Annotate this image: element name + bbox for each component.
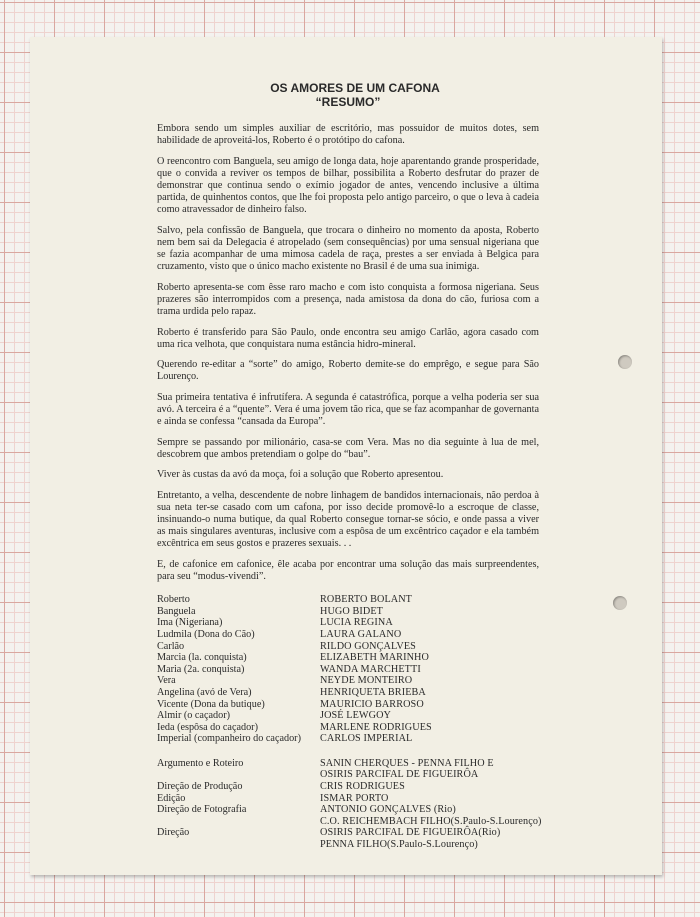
document-content: [157, 81, 542, 851]
crew-row: [157, 804, 539, 816]
cast-actor: MAURICIO BARROSO: [320, 698, 424, 710]
cast-row: [157, 710, 539, 722]
summary-paragraph: Roberto apresenta-se com êsse raro macho e com isto conquista a formosa nigeriana. Seus prazeres são interrompidos com a presença, nada amistosa da dona do cão, furiosa com a trama urdida pelo rapaz.: [157, 281, 539, 318]
cast-role: Almir (o caçador): [157, 710, 230, 722]
document-title: OS AMORES DE UM CAFONA: [270, 81, 440, 95]
crew-role: Direção de Produção: [157, 781, 243, 793]
crew-row: [157, 839, 539, 851]
crew-name: ISMAR PORTO: [320, 792, 389, 804]
crew-row: [157, 769, 539, 781]
cast-actor: JOSÉ LEWGOY: [320, 710, 391, 722]
crew-row: [157, 815, 542, 828]
cast-row: [157, 699, 539, 711]
cast-actor: MARLENE RODRIGUES: [320, 721, 432, 733]
cast-role: Ludmila (Dona do Cão): [157, 628, 255, 640]
crew-role: Direção: [157, 827, 190, 839]
cast-actor: CARLOS IMPERIAL: [320, 733, 413, 745]
binder-hole-bottom: [613, 596, 627, 610]
cast-row: [157, 722, 539, 734]
crew-row: [157, 758, 539, 770]
crew-role: Argumento e Roteiro: [157, 757, 244, 769]
cast-row: [157, 733, 539, 745]
cast-actor: HUGO BIDET: [320, 605, 383, 617]
cast-role: Ieda (espôsa do caçador): [157, 721, 258, 733]
cast-row: [157, 594, 539, 606]
cast-role: Roberto: [157, 594, 190, 606]
cast-role: Vicente (Dona da butique): [157, 698, 265, 710]
document-subtitle: “RESUMO”: [315, 95, 381, 109]
crew-name: C.O. REICHEMBACH FILHO(S.Paulo-S.Lourenço): [320, 815, 542, 827]
cast-actor: HENRIQUETA BRIEBA: [320, 686, 426, 698]
crew-role-empty: [157, 816, 320, 828]
cast-role: Angelina (avó de Vera): [157, 686, 252, 698]
cast-row: [157, 652, 539, 664]
cast-actor: ROBERTO BOLANT: [320, 594, 413, 606]
summary-paragraph: Querendo re-editar a “sorte” do amigo, Roberto demite-se do emprêgo, e segue para São Lourenço.: [157, 359, 539, 383]
cast-row: [157, 675, 539, 687]
crew-row: [157, 793, 539, 805]
summary-paragraph: Salvo, pela confissão de Banguela, que trocara o dinheiro no momento da aposta, Roberto nem bem sai da Delegacia é atropelado (sem consequências) por uma sensual nigeriana que se fazia acompanhar de uma mimosa cadela de raça, prestes a ser enviada à Belgica para cruzamento, visto que o único macho existente no Brasil é de uma sua inimiga.: [157, 224, 539, 273]
crew-name: OSIRIS PARCIFAL DE FIGUEIRÔA(Rio): [320, 827, 501, 839]
summary-paragraph: Sempre se passando por milionário, casa-se com Vera. Mas no dia seguinte à lua de mel, descobrem que ambos pretendiam o golpe do “bau”.: [157, 436, 539, 460]
crew-name: OSIRIS PARCIFAL DE FIGUEIRÔA: [320, 769, 479, 781]
document-sheet: [30, 37, 662, 875]
cast-row: [157, 664, 539, 676]
cast-actor: ELIZABETH MARINHO: [320, 652, 429, 664]
crew-name: CRIS RODRIGUES: [320, 781, 405, 793]
summary-paragraph: O reencontro com Banguela, seu amigo de longa data, hoje aparentando grande prosperidade, que o convida a reviver os tempos de bilhar, possibilita a Roberto desfrutar do prazer de demonstrar que continua sendo o exímio jogador de antes, vencendo inclusive a última partida, de quinhentos contos, que lhe foi proposta pelo antigo parceiro, o que o leva à cadeia como atravessador de dinheiro falso.: [157, 155, 539, 216]
cast-role: Imperial (companheiro do caçador): [157, 733, 301, 745]
cast-role: Vera: [157, 675, 176, 687]
crew-name: ANTONIO GONÇALVES (Rio): [320, 804, 456, 816]
crew-role: Direção de Fotografia: [157, 804, 247, 816]
cast-actor: LAURA GALANO: [320, 628, 402, 640]
crew-role: Edição: [157, 792, 186, 804]
crew-name: SANIN CHERQUES - PENNA FILHO E: [320, 757, 494, 769]
cast-role: Ima (Nigeriana): [157, 617, 223, 629]
cast-row: [157, 617, 539, 629]
cast-actor: LUCIA REGINA: [320, 617, 393, 629]
summary-paragraph: Viver às custas da avó da moça, foi a solução que Roberto apresentou.: [157, 469, 444, 481]
summary-paragraph: Sua primeira tentativa é infrutífera. A segunda é catastrófica, porque a velha poderia ser sua avó. A terceira é a “quente”. Vera é uma jovem tão rica, que se faz acompanhar de governanta e ainda se confessa “cansada da Europa”.: [157, 391, 539, 428]
crew-role-empty: [157, 769, 320, 781]
cast-row: [157, 629, 539, 641]
summary-paragraph: Embora sendo um simples auxiliar de escritório, mas possuidor de muitos dotes, sem habilidade de aproveitá-los, Roberto é o protótipo do cafona.: [157, 123, 539, 147]
summary-paragraph: Roberto é transferido para São Paulo, onde encontra seu amigo Carlão, agora casado com uma rica velhota, que conquistara numa estância hidro-mineral.: [157, 326, 539, 350]
summary-paragraph: Entretanto, a velha, descendente de nobre linhagem de bandidos internacionais, não perdoa à sua neta ter-se casado com um cafona, por isso decide promovê-lo a escroque de classe, insinuando-o numa butique, da qual Roberto consegue tornar-se sócio, e onde passa a viver as mais singulares aventuras, inclusive com a espôsa de um excêntrico caçador e ela também excêntrica em seus gostos e prazeres sexuais. . .: [157, 489, 539, 550]
crew-row: [157, 781, 539, 793]
cast-role: Marcia (la. conquista): [157, 652, 247, 664]
crew-name: PENNA FILHO(S.Paulo-S.Lourenço): [320, 839, 478, 851]
summary-paragraph: E, de cafonice em cafonice, êle acaba por encontrar uma solução das mais surpreendentes, para seu “modus-vivendi”.: [157, 558, 539, 582]
cast-actor: WANDA MARCHETTI: [320, 663, 421, 675]
cast-role: Banguela: [157, 605, 196, 617]
cast-row: [157, 606, 539, 618]
crew-row: [157, 827, 539, 839]
cast-actor: NEYDE MONTEIRO: [320, 675, 413, 687]
credits-spacer: [157, 745, 539, 758]
cast-actor: RILDO GONÇALVES: [320, 640, 416, 652]
credits-list: [157, 594, 542, 851]
cast-row: [157, 641, 539, 653]
cast-role: Maria (2a. conquista): [157, 663, 245, 675]
cast-row: [157, 687, 539, 699]
binder-hole-top: [618, 355, 632, 369]
cast-role: Carlão: [157, 640, 185, 652]
crew-role-empty: [157, 839, 320, 851]
